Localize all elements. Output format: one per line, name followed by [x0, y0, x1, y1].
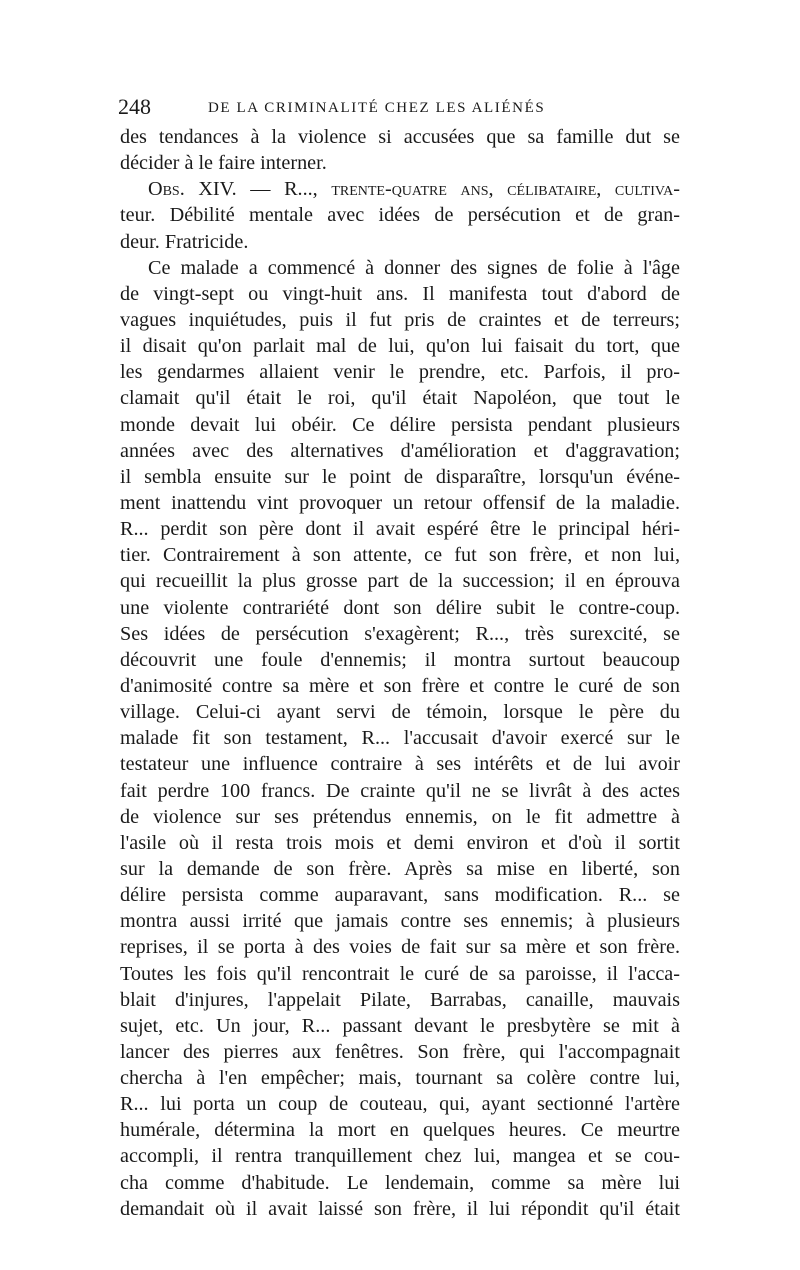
- text-line: il sembla ensuite sur le point de disparaître, lorsqu'un événe-: [120, 465, 680, 488]
- text-line: les gendarmes allaient venir le prendre, etc. Parfois, il pro-: [120, 361, 680, 384]
- text-line: découvrit une foule d'ennemis; il montra surtout beaucoup: [120, 648, 680, 671]
- text-line: de vingt-sept ou vingt-huit ans. Il manifesta tout d'abord de: [120, 282, 680, 305]
- text-line: décider à le faire interner.: [120, 152, 327, 175]
- page-number: 248: [118, 94, 151, 119]
- text-line: deur. Fratricide.: [120, 230, 249, 253]
- text-line: reprises, il se porta à des voies de fait sur sa mère et son frère.: [120, 936, 680, 959]
- text-line: accompli, il rentra tranquillement chez lui, mangea et se cou-: [120, 1145, 680, 1168]
- text-line: monde devait lui obéir. Ce délire persista pendant plusieurs: [120, 413, 680, 436]
- text-line: village. Celui-ci ayant servi de témoin, lorsque le père du: [120, 701, 680, 724]
- text-line: l'asile où il resta trois mois et demi environ et d'où il sortit: [120, 831, 680, 854]
- running-title: DE LA CRIMINALITÉ CHEZ LES ALIÉNÉS: [208, 100, 546, 116]
- text-line: Toutes les fois qu'il rencontrait le curé de sa paroisse, il l'acca-: [120, 962, 680, 985]
- text-line: R... lui porta un coup de couteau, qui, ayant sectionné l'artère: [120, 1093, 680, 1116]
- body-text: [120, 124, 680, 1222]
- observation-heading-line: Obs. XIV. — R..., trente-quatre ans, célibataire, cultiva-: [148, 178, 680, 201]
- text-line: demandait où il avait laissé son frère, il lui répondit qu'il était: [120, 1197, 680, 1220]
- text-line: blait d'injures, l'appelait Pilate, Barrabas, canaille, mauvais: [120, 988, 680, 1011]
- text-line: une violente contrariété dont son délire subit le contre-coup.: [120, 596, 680, 619]
- text-line: montra aussi irrité que jamais contre ses ennemis; à plusieurs: [120, 910, 680, 933]
- text-line: de violence sur ses prétendus ennemis, on le fit admettre à: [120, 805, 680, 828]
- text-line: R... perdit son père dont il avait espéré être le principal héri-: [120, 518, 680, 541]
- text-line: qui recueillit la plus grosse part de la succession; il en éprouva: [120, 570, 680, 593]
- text-line: malade fit son testament, R... l'accusait d'avoir exercé sur le: [120, 727, 680, 750]
- text-line: ment inattendu vint provoquer un retour offensif de la maladie.: [120, 491, 680, 514]
- text-line: sur la demande de son frère. Après sa mise en liberté, son: [120, 857, 680, 880]
- text-line: d'animosité contre sa mère et son frère et contre le curé de son: [120, 674, 680, 697]
- text-line: testateur une influence contraire à ses intérêts et de lui avoir: [120, 753, 680, 776]
- text-line: tier. Contrairement à son attente, ce fut son frère, et non lui,: [120, 544, 680, 567]
- text-line: délire persista comme auparavant, sans modification. R... se: [120, 884, 680, 907]
- text-line: lancer des pierres aux fenêtres. Son frère, qui l'accompagnait: [120, 1040, 680, 1063]
- paragraph-start-line: Ce malade a commencé à donner des signes de folie à l'âge: [148, 256, 680, 279]
- text-line: des tendances à la violence si accusées que sa famille dut se: [120, 126, 680, 148]
- text-line: clamait qu'il était le roi, qu'il était Napoléon, que tout le: [120, 387, 680, 410]
- text-line: chercha à l'en empêcher; mais, tournant sa colère contre lui,: [120, 1067, 680, 1090]
- text-line: vagues inquiétudes, puis il fut pris de craintes et de terreurs;: [120, 308, 680, 331]
- text-line: Ses idées de persécution s'exagèrent; R..., très surexcité, se: [120, 622, 680, 645]
- text-line: il disait qu'on parlait mal de lui, qu'on lui faisait du tort, que: [120, 335, 680, 358]
- text-line: humérale, détermina la mort en quelques heures. Ce meurtre: [120, 1119, 680, 1142]
- text-line: années avec des alternatives d'amélioration et d'aggravation;: [120, 439, 680, 462]
- text-line: teur. Débilité mentale avec idées de persécution et de gran-: [120, 204, 680, 227]
- text-line: cha comme d'habitude. Le lendemain, comme sa mère lui: [120, 1171, 680, 1194]
- text-line: sujet, etc. Un jour, R... passant devant le presbytère se mit à: [120, 1014, 680, 1037]
- text-line: fait perdre 100 francs. De crainte qu'il ne se livrât à des actes: [120, 779, 680, 802]
- running-head: [118, 92, 684, 122]
